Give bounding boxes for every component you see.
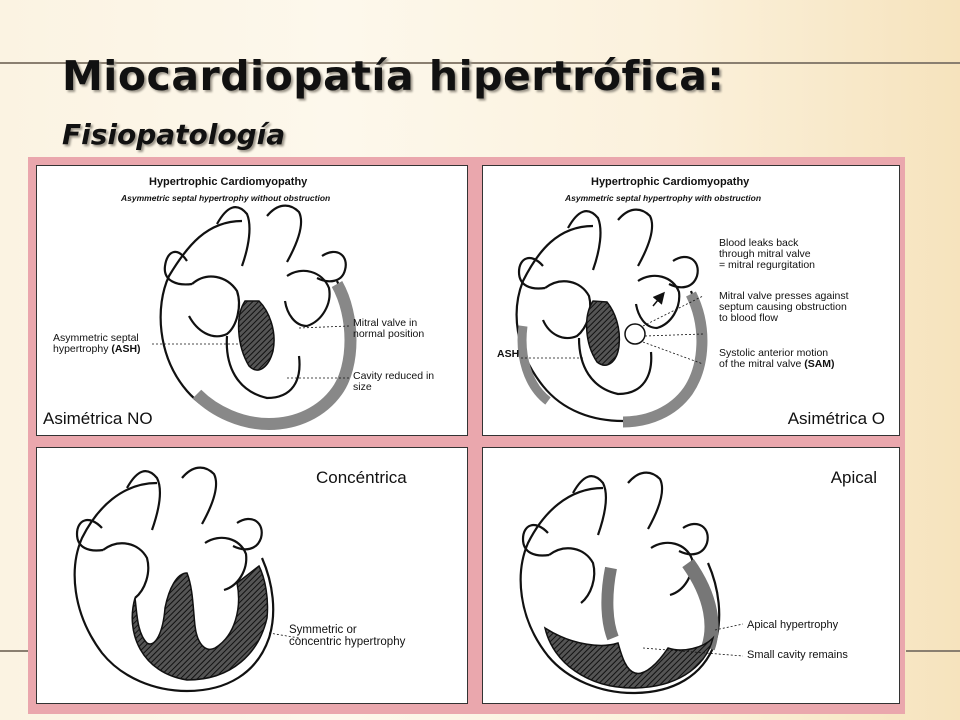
annotation-mitral: Mitral valve in normal position [353,317,425,340]
panel-heading: Hypertrophic Cardiomyopathy [591,176,750,188]
annotation-apical: Apical hypertrophy [747,619,839,631]
panel-apical [482,447,900,704]
panel-subheading: Asymmetric septal hypertrophy without obstruction [121,193,331,203]
panel-heading: Hypertrophic Cardiomyopathy [149,176,308,188]
annotation-sam-text: Systolic anterior motion of the mitral valve [719,347,829,370]
annotation-ash: ASH [497,348,520,360]
annotation-sam-abbr: (SAM) [804,358,835,370]
slide-title: Miocardiopatía hipertrófica: [62,52,725,100]
annotation-sam [719,348,835,370]
heart-diagram-asymmetric-no [37,166,468,436]
figure-frame [28,157,905,714]
annotation-septal [53,333,141,355]
annotation-septal-abbr: (ASH) [111,343,141,355]
panel-asymmetric-no-obstruction [36,165,468,436]
annotation-leak: Blood leaks back through mitral valve = mitral regurgitation [719,237,816,271]
panel-asymmetric-obstruction [482,165,900,436]
annotation-symmetric: Symmetric or concentric hypertrophy [289,624,406,648]
panel-caption: Concéntrica [316,468,407,487]
panel-caption: Asimétrica O [787,409,885,428]
footer-rule [906,650,960,652]
panel-caption: Asimétrica NO [43,409,153,428]
annotation-cavity: Cavity reduced in size [353,370,435,393]
panel-caption: Apical [830,468,877,487]
footer-rule-left [0,650,28,652]
panel-concentric [36,447,468,704]
annotation-small-cavity: Small cavity remains [747,649,848,661]
panel-subheading: Asymmetric septal hypertrophy with obstruction [565,193,762,203]
slide-subtitle: Fisiopatología [62,118,286,151]
annotation-presses: Mitral valve presses against septum causing obstruction to blood flow [719,290,849,324]
annotation-septal-text: Asymmetric septal hypertrophy [53,332,139,355]
